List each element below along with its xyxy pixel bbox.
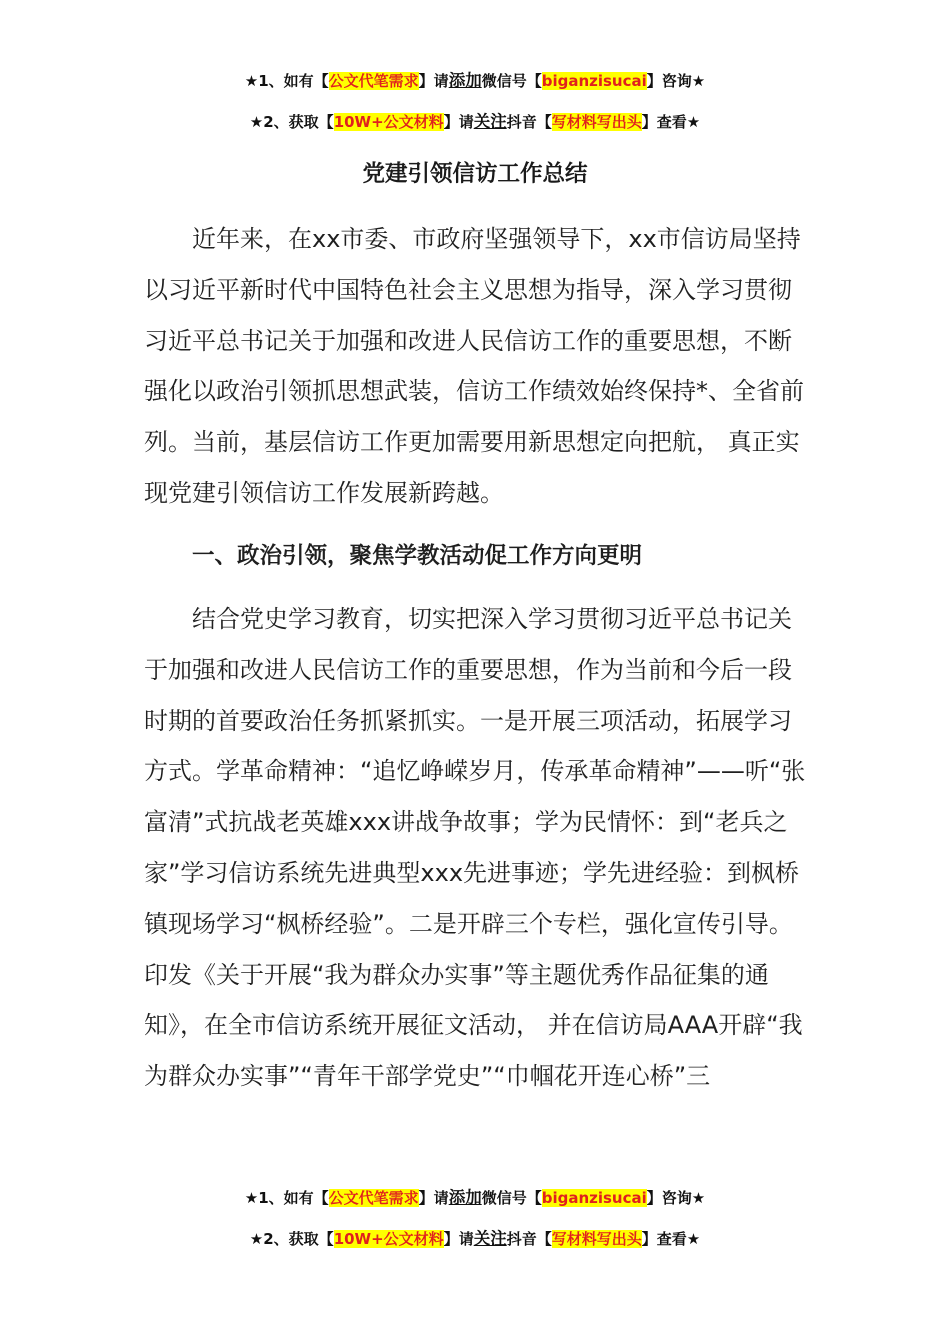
banner-highlight: 10W+公文材料 [333, 113, 444, 131]
banner-text: ★2、获取【 [249, 1230, 334, 1248]
promo-banner-line-2 [0, 112, 950, 132]
promo-banner-line-1 [0, 71, 950, 91]
banner-text: 】请 [443, 1230, 474, 1248]
banner-text: 】请 [443, 113, 474, 131]
banner-text: 抖音【 [506, 113, 552, 131]
banner-text: 】请 [418, 1189, 449, 1207]
document-title: 党建引领信访工作总结 [362, 161, 588, 187]
banner-text: ★1、如有【 [244, 1189, 329, 1207]
banner-highlight: biganzisucai [541, 1189, 647, 1207]
banner-text: 】咨询★ [646, 1189, 706, 1207]
banner-highlight: 10W+公文材料 [333, 1230, 444, 1248]
banner-highlight: 写材料写出头 [551, 1230, 642, 1248]
section-body-paragraph: 结合党史学习教育，切实把深入学习贯彻习近平总书记关于加强和改进人民信访工作的重要思想，作为当前和今后一段时期的首要政治任务抓紧抓实。一是开展三项活动，拓展学习方式。学革命精神：“追忆峥嵘岁月，传承革命精神”——听“张富清”式抗战老英雄xxx讲战争故事；学为民情怀：到“老兵之家”学习信访系统先进典型xxx先进事迹；学先进经验：到枫桥镇现场学习“枫桥经验”。二是开辟三个专栏，强化宣传引导。印发《关于开展“我为群众办实事”等主题优秀作品征集的通知》，在全市信访系统开展征文活动， 并在信访局AAA开辟“我为群众办实事”“青年干部学党史”“巾帼花开连心桥”三 [144, 605, 806, 1091]
section-heading: 一、政治引领，聚焦学教活动促工作方向更明 [192, 543, 643, 569]
banner-text: ★2、获取【 [249, 113, 334, 131]
banner-text: 】查看★ [641, 113, 701, 131]
banner-underlined-text: 关注 [473, 1229, 507, 1248]
promo-banner-line-1-footer [0, 1188, 950, 1208]
banner-highlight: biganzisucai [541, 72, 647, 90]
banner-underlined-text: 添加 [448, 1188, 482, 1207]
banner-text: 】咨询★ [646, 72, 706, 90]
banner-underlined-text: 关注 [473, 112, 507, 131]
banner-highlight: 公文代笔需求 [328, 72, 419, 90]
banner-underlined-text: 添加 [448, 71, 482, 90]
banner-text: 微信号【 [481, 1189, 542, 1207]
banner-highlight: 公文代笔需求 [328, 1189, 419, 1207]
banner-highlight: 写材料写出头 [551, 113, 642, 131]
banner-text: ★1、如有【 [244, 72, 329, 90]
intro-paragraph: 近年来，在xx市委、市政府坚强领导下，xx市信访局坚持以习近平新时代中国特色社会主义思想为指导，深入学习贯彻习近平总书记关于加强和改进人民信访工作的重要思想，不断强化以政治引领抓思想武装，信访工作绩效始终保持*、全省前列。当前，基层信访工作更加需要用新思想定向把航， 真正实现党建引领信访工作发展新跨越。 [144, 225, 804, 507]
banner-text: 抖音【 [506, 1230, 552, 1248]
banner-text: 】请 [418, 72, 449, 90]
banner-text: 】查看★ [641, 1230, 701, 1248]
banner-text: 微信号【 [481, 72, 542, 90]
promo-banner-line-2-footer [0, 1229, 950, 1249]
